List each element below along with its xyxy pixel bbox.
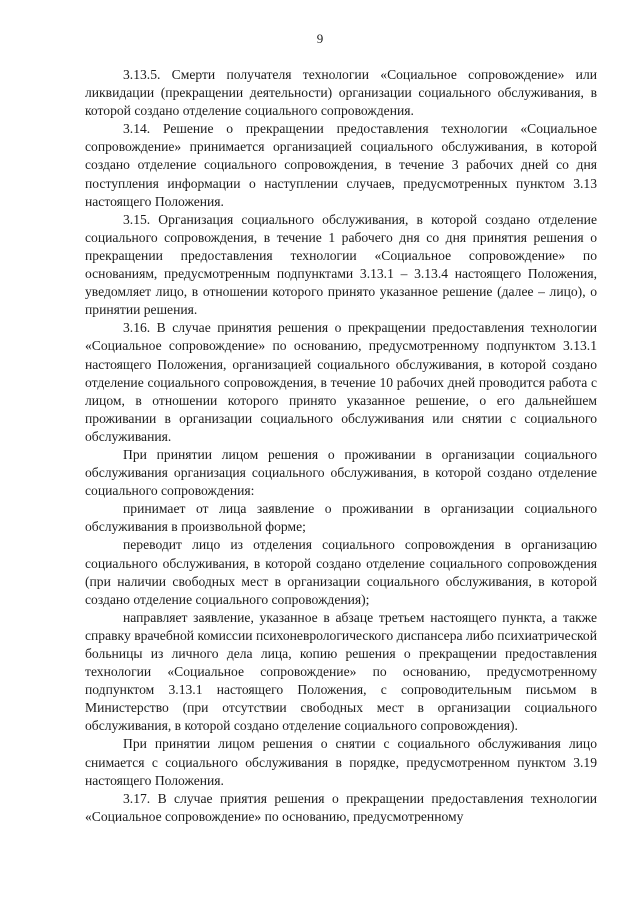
paragraph-3-14: 3.14. Решение о прекращении предоставления технологии «Социальное сопровождение» принимается организацией социального обслуживания, в которой создано отделение социального сопровождения, в течение 3 рабочих дней со дня поступления информации о наступлении случаев, предусмотренных пунктом 3.13 настоящего Положения. — [85, 121, 597, 209]
paragraph-3-17: 3.17. В случае приятия решения о прекращении предоставления технологии «Социальное сопровождение» по основанию, предусмотренному — [85, 790, 597, 824]
list-item-sends-application: направляет заявление, указанное в абзаце третьем настоящего пункта, а также справку врачебной комиссии психоневрологического диспансера либо психиатрической больницы из личного дела лица, копию решения о прекращении предоставления технологии «Социальное сопровождение» по основанию, предусмотренному подпунктом 3.13.1 настоящего Положения, с сопроводительным письмом в Министерство (при отсутствии свободных мест в организации социального обслуживания, в которой создано отделение социального сопровождения). — [85, 609, 597, 734]
paragraph-3-15: 3.15. Организация социального обслуживания, в которой создано отделение социального сопровождения, в течение 1 рабочего дня со дня принятия решения о прекращении предоставления технологии «Социальное сопровождение» по основаниям, предусмотренным подпунктами 3.13.1 – 3.13.4 настоящего Положения, уведомляет лицо, в отношении которого принято указанное решение (далее – лицо), о принятии решения. — [85, 211, 597, 318]
paragraph-residence-decision: При принятии лицом решения о проживании в организации социального обслуживания организация социального обслуживания, в которой создано отделение социального сопровождения: — [85, 446, 597, 499]
list-item-transfers-person: переводит лицо из отделения социального сопровождения в организацию социального обслуживания, в которой создано отделение социального сопровождения (при наличии свободных мест в организации социального обслуживания, в которой создано отделение социального сопровождения); — [85, 537, 597, 607]
paragraph-3-16: 3.16. В случае принятия решения о прекращении предоставления технологии «Социальное сопровождение» по основанию, предусмотренному подпунктом 3.13.1 настоящего Положения, организацией социального обслуживания, в которой создано отделение социального сопровождения, в течение 10 рабочих дней проводится работа с лицом, в отношении которого принято указанное решение, о его дальнейшем проживании в организации социального обслуживания или снятии с социального обслуживания. — [85, 320, 597, 444]
paragraph-removal-decision: При принятии лицом решения о снятии с социального обслуживания лицо снимается с социального обслуживания в порядке, предусмотренном пунктом 3.19 настоящего Положения. — [85, 736, 597, 788]
paragraph-3-13-5: 3.13.5. Смерти получателя технологии «Социальное сопровождение» или ликвидации (прекращении деятельности) организации социального обслуживания, в которой создано отделение социального сопровождения. — [85, 67, 597, 119]
page-number: 9 — [316, 31, 324, 46]
document-body — [85, 66, 597, 826]
list-item-accepts-application: принимает от лица заявление о проживании в организации социального обслуживания в произвольной форме; — [85, 501, 597, 535]
